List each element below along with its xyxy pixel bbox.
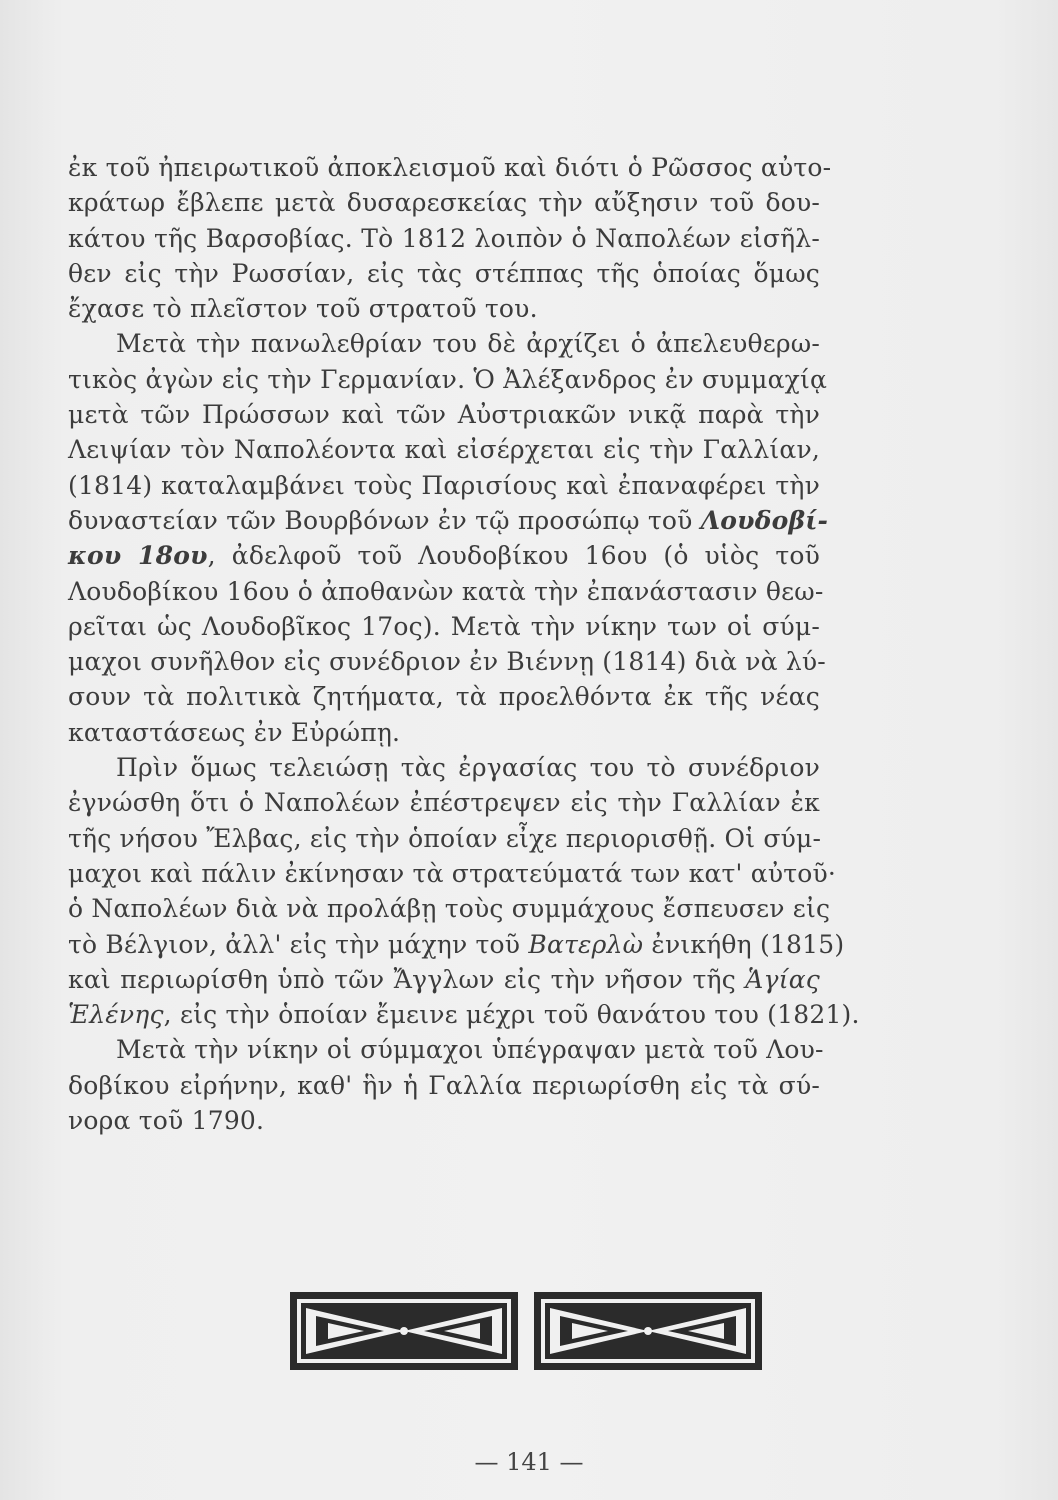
text-line: μαχοι συνῆλθον εἰς συνέδριον ἐν Βιέννῃ (1814) διὰ νὰ λύ- [68, 647, 826, 677]
text-line: καταστάσεως ἐν Εὐρώπῃ. [68, 717, 401, 747]
text-line-part: , ἀδελφοῦ τοῦ Λουδοβίκου 16ου (ὁ υἱὸς τοῦ [207, 541, 820, 571]
text-line: ἔχασε τὸ πλεῖστον τοῦ στρατοῦ του. [68, 294, 538, 324]
emphasis-agias: Ἁγίας [745, 964, 820, 994]
text-line: Μετὰ τὴν πανωλεθρίαν του δὲ ἀρχίζει ὁ ἀπελευθερω- [116, 329, 820, 359]
text-line-part: τὸ Βέλγιον, ἀλλ' εἰς τὴν μάχην τοῦ [68, 929, 521, 959]
text-line: Πρὶν ὅμως τελειώσῃ τὰς ἐργασίας του τὸ συνέδριον [116, 753, 820, 783]
text-line [68, 962, 820, 997]
text-line-part: ἐνικήθη (1815) [643, 929, 845, 959]
text-line [68, 503, 829, 538]
ornament-right-icon [532, 1290, 764, 1372]
ornament-left-icon [288, 1290, 520, 1372]
emphasis-elenis: Ἑλένης [68, 1000, 164, 1030]
decorative-ornament [288, 1290, 764, 1372]
text-line: ἐκ τοῦ ἠπειρωτικοῦ ἀποκλεισμοῦ καὶ διότι ὁ Ρῶσσος αὐτο- [68, 153, 832, 182]
text-line: Λειψίαν τὸν Ναπολέοντα καὶ εἰσέρχεται εἰς τὴν Γαλλίαν, [68, 435, 820, 465]
text-line: τῆς νήσου Ἔλβας, εἰς τὴν ὁποίαν εἶχε περιορισθῇ. Οἱ σύμ- [68, 823, 822, 853]
text-line-part: δυναστείαν τῶν Βουρβόνων ἐν τῷ προσώπῳ τοῦ [68, 505, 693, 535]
text-line: ὁ Ναπολέων διὰ νὰ προλάβῃ τοὺς συμμάχους ἔσπευσεν εἰς [68, 894, 831, 924]
text-line-part: , εἰς τὴν ὁποίαν ἔμεινε μέχρι τοῦ θανάτου του (1821). [163, 1000, 860, 1030]
text-line: ἐγνώσθη ὅτι ὁ Ναπολέων ἐπέστρεψεν εἰς τὴν Γαλλίαν ἐκ [68, 788, 820, 818]
text-line: μαχοι καὶ πάλιν ἐκίνησαν τὰ στρατεύματά των κατ' αὐτοῦ· [68, 858, 837, 888]
text-line: ρεῖται ὡς Λουδοβῖκος 17ος). Μετὰ τὴν νίκην των οἱ σύμ- [68, 611, 820, 641]
emphasis-louis-cont: κου 18ου [68, 541, 208, 571]
text-line: τικὸς ἀγὼν εἰς τὴν Γερμανίαν. Ὁ Ἀλέξανδρος ἐν συμμαχίᾳ [68, 364, 828, 394]
text-line: δοβίκου εἰρήνην, καθ' ἣν ἡ Γαλλία περιωρίσθη εἰς τὰ σύ- [68, 1070, 820, 1100]
text-line [68, 997, 860, 1032]
body-text [68, 150, 860, 1138]
text-line [68, 538, 820, 573]
text-line: Μετὰ τὴν νίκην οἱ σύμμαχοι ὑπέγραψαν μετὰ τοῦ Λου- [116, 1035, 824, 1065]
text-line: κράτωρ ἔβλεπε μετὰ δυσαρεσκείας τὴν αὔξησιν τοῦ δου- [68, 188, 820, 218]
text-line: νορα τοῦ 1790. [68, 1106, 265, 1136]
emphasis-louis: Λουδοβί- [700, 505, 829, 535]
text-line: (1814) καταλαμβάνει τοὺς Παρισίους καὶ ἐπαναφέρει τὴν [68, 470, 820, 500]
text-line: μετὰ τῶν Πρώσσων καὶ τῶν Αὐστριακῶν νικᾷ παρὰ τὴν [68, 400, 820, 430]
page-number: — 141 — [474, 1448, 584, 1476]
text-line: θεν εἰς τὴν Ρωσσίαν, εἰς τὰς στέππας τῆς ὁποίας ὅμως [68, 258, 820, 288]
text-line: Λουδοβίκου 16ου ὁ ἀποθανὼν κατὰ τὴν ἐπανάστασιν θεω- [68, 576, 824, 606]
emphasis-waterloo: Βατερλὼ [528, 929, 644, 959]
text-line [68, 927, 845, 962]
text-line: κάτου τῆς Βαρσοβίας. Τὸ 1812 λοιπὸν ὁ Ναπολέων εἰσῆλ- [68, 223, 820, 253]
text-line-part: καὶ περιωρίσθη ὑπὸ τῶν Ἄγγλων εἰς τὴν νῆσον τῆς [68, 964, 736, 994]
text-line: σουν τὰ πολιτικὰ ζητήματα, τὰ προελθόντα ἐκ τῆς νέας [68, 682, 820, 712]
